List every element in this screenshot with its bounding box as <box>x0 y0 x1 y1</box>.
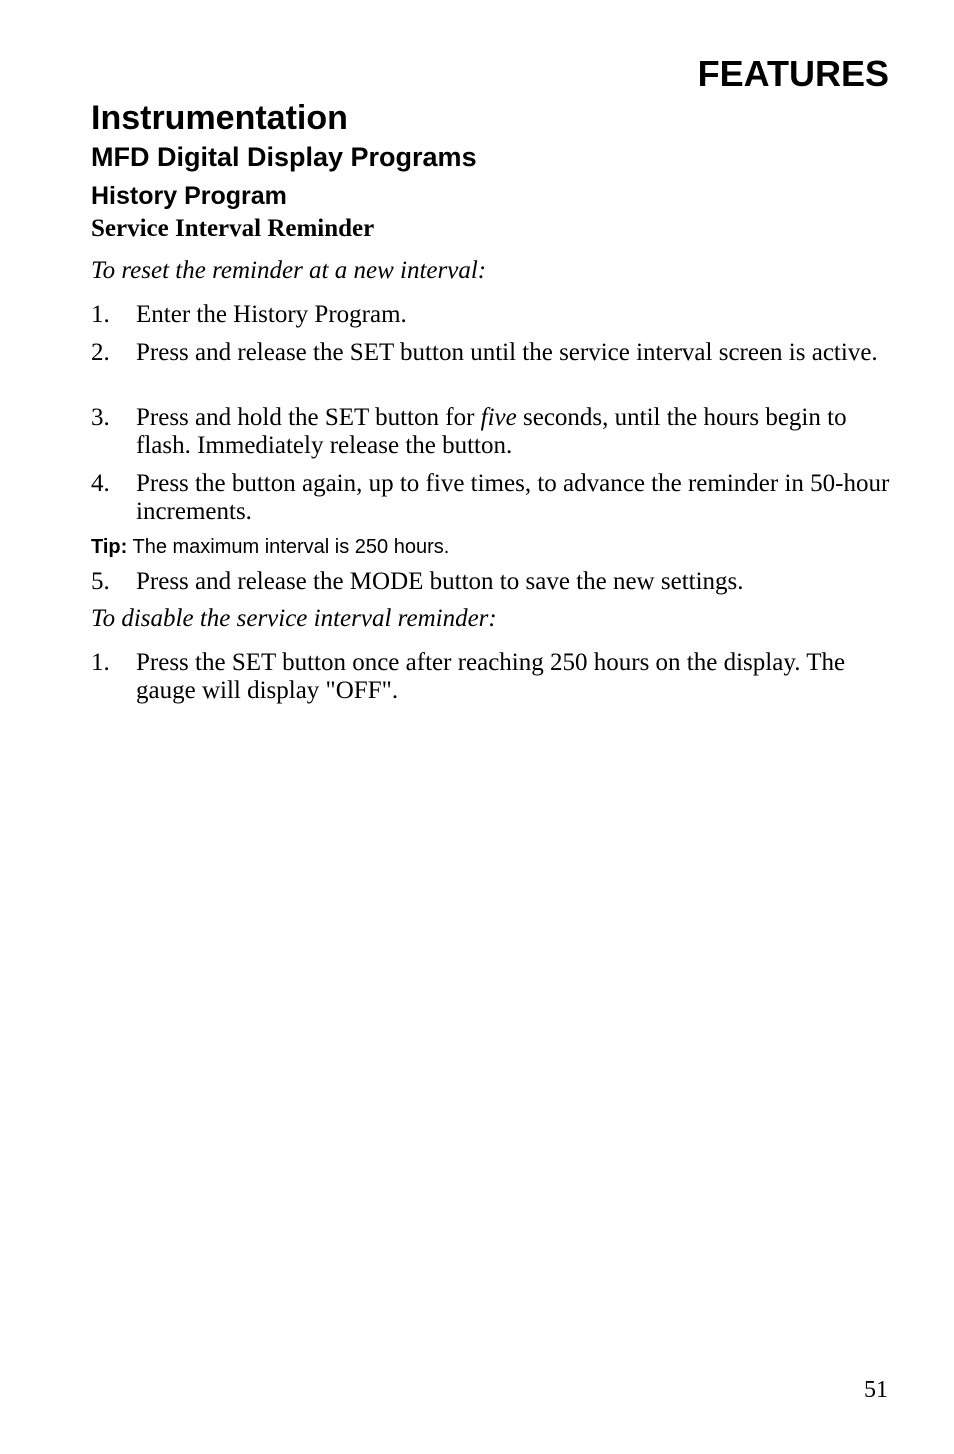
disable-step-1 <box>91 649 891 705</box>
step-text: Press and release the MODE button to save the new settings. <box>136 568 744 595</box>
step-text: Press and release the SET button until the service interval screen is active. <box>136 339 878 366</box>
program-title: History Program <box>91 182 287 210</box>
disable-intro: To disable the service interval reminder: <box>91 605 497 632</box>
reset-step-1 <box>91 301 891 329</box>
reset-step-2 <box>91 339 891 367</box>
step-text: Enter the History Program. <box>136 301 407 328</box>
topic-title: Service Interval Reminder <box>91 215 375 242</box>
page-number: 51 <box>864 1377 888 1403</box>
step-number: 2. <box>91 339 110 366</box>
step-text: Press the button again, up to five times, to advance the reminder in 50-hour increments. <box>136 470 890 525</box>
page-title: Instrumentation <box>91 99 348 137</box>
reset-step-3 <box>91 404 891 460</box>
tip-label: Tip: <box>91 536 128 558</box>
step-number: 4. <box>91 470 110 497</box>
subsection-title: MFD Digital Display Programs <box>91 142 477 172</box>
step-text: Press the SET button once after reaching 250 hours on the display. The gauge will display "OFF". <box>136 649 846 704</box>
reset-step-5 <box>91 568 891 596</box>
tip-text: The maximum interval is 250 hours. <box>127 536 450 558</box>
tip-note <box>91 533 449 561</box>
step-number: 5. <box>91 568 110 595</box>
step-text-emphasis: five <box>480 404 517 431</box>
step-number: 1. <box>91 301 110 328</box>
step-text-after: seconds, until the hours begin to flash. Immediately release the button. <box>136 404 847 459</box>
section-header: FEATURES <box>697 53 889 94</box>
reset-step-4 <box>91 470 891 526</box>
step-number: 3. <box>91 404 110 431</box>
step-text-before: Press and hold the SET button for <box>136 404 481 431</box>
step-number: 1. <box>91 649 110 676</box>
reset-intro: To reset the reminder at a new interval: <box>91 257 487 284</box>
step-text <box>136 404 891 460</box>
